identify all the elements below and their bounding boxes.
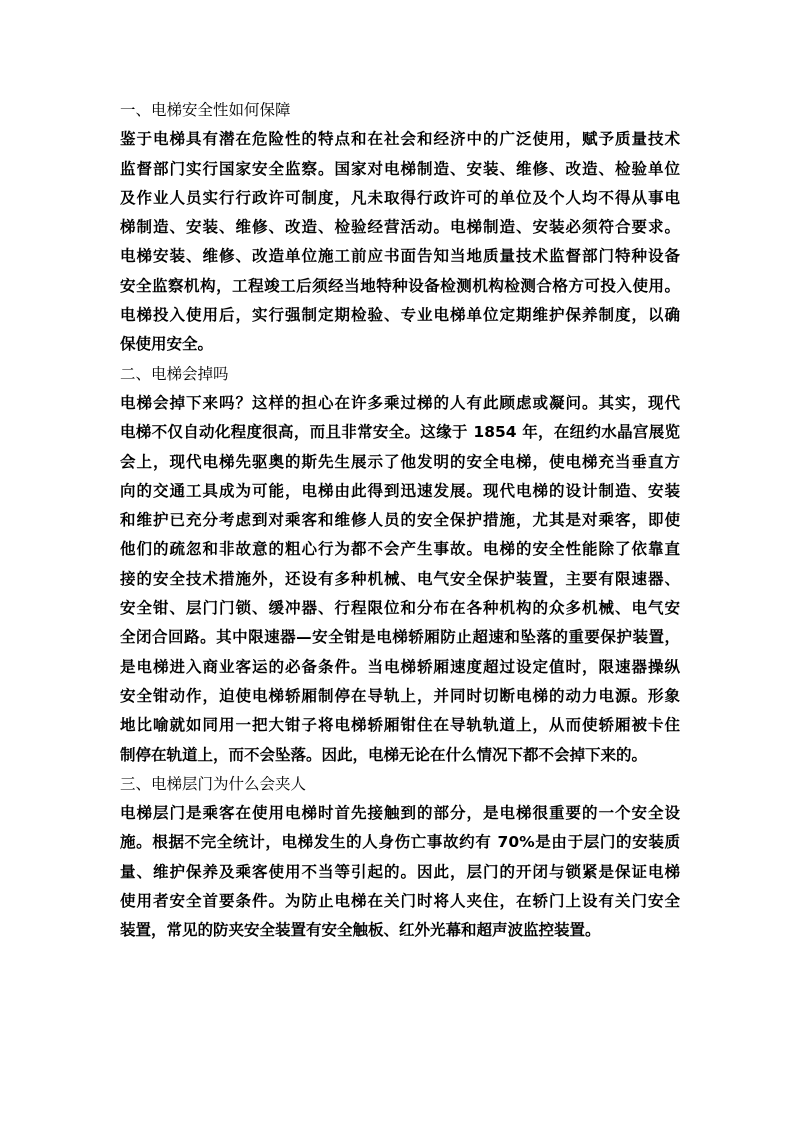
paragraph-line: 会上，现代电梯先驱奥的斯先生展示了他发明的安全电梯，使电梯充当垂直方 [120, 452, 680, 471]
paragraph-line: 接的安全技术措施外，还设有多种机械、电气安全保护装置，主要有限速器、 [120, 569, 680, 588]
paragraph-line: 保使用安全。 [120, 335, 214, 354]
paragraph-line: 鉴于电梯具有潜在危险性的特点和在社会和经济中的广泛使用，赋予质量技术 [120, 130, 680, 149]
paragraph-line: 施。根据不完全统计，电梯发生的人身伤亡事故约有 70%是由于层门的安装质 [120, 833, 680, 852]
paragraph-line: 电梯安装、维修、改造单位施工前应书面告知当地质量技术监督部门特种设备 [120, 247, 680, 266]
paragraph-line: 是电梯进入商业客运的必备条件。当电梯轿厢速度超过设定值时，限速器操纵 [120, 657, 680, 676]
paragraph-line: 安全钳动作，迫使电梯轿厢制停在导轨上，并同时切断电梯的动力电源。形象 [120, 686, 680, 705]
document-body [120, 96, 680, 946]
paragraph-line: 安全钳、层门门锁、缓冲器、行程限位和分布在各种机构的众多机械、电气安 [120, 599, 680, 618]
paragraph-line: 梯制造、安装、维修、改造、检验经营活动。电梯制造、安装必须符合要求。 [120, 218, 680, 237]
paragraph-line: 使用者安全首要条件。为防止电梯在关门时将人夹住，在轿门上设有关门安全 [120, 892, 680, 911]
paragraph-line: 电梯层门是乘客在使用电梯时首先接触到的部分，是电梯很重要的一个安全设 [120, 804, 680, 823]
paragraph-line: 制停在轨道上，而不会坠落。因此，电梯无论在什么情况下都不会掉下来的。 [120, 745, 648, 764]
paragraph-line: 电梯不仅自动化程度很高，而且非常安全。这缘于 1854 年，在纽约水晶宫展览 [120, 423, 680, 442]
paragraph-line: 电梯投入使用后，实行强制定期检验、专业电梯单位定期维护保养制度，以确 [120, 306, 680, 325]
section-heading: 一、电梯安全性如何保障 [120, 101, 291, 119]
paragraph-line: 地比喻就如同用一把大钳子将电梯轿厢钳住在导轨轨道上，从而使轿厢被卡住 [120, 716, 680, 735]
paragraph-line: 电梯会掉下来吗？这样的担心在许多乘过梯的人有此顾虑或凝问。其实，现代 [120, 393, 680, 412]
paragraph-line: 监督部门实行国家安全监察。国家对电梯制造、安装、维修、改造、检验单位 [120, 159, 680, 178]
paragraph-line: 量、维护保养及乘客使用不当等引起的。因此，层门的开闭与锁紧是保证电梯 [120, 862, 680, 881]
paragraph-line: 和维护已充分考虑到对乘客和维修人员的安全保护措施，尤其是对乘客，即使 [120, 511, 680, 530]
paragraph-line: 及作业人员实行行政许可制度，凡未取得行政许可的单位及个人均不得从事电 [120, 188, 680, 207]
paragraph-line: 安全监察机构，工程竣工后须经当地特种设备检测机构检测合格方可投入使用。 [120, 276, 680, 295]
paragraph-line: 全闭合回路。其中限速器—安全钳是电梯轿厢防止超速和坠落的重要保护装置， [120, 628, 680, 647]
section-heading: 三、电梯层门为什么会夹人 [120, 774, 307, 793]
paragraph-line: 他们的疏忽和非故意的粗心行为都不会产生事故。电梯的安全性能除了依靠直 [120, 540, 680, 559]
paragraph-line: 装置，常见的防夹安全装置有安全触板、红外光幕和超声波监控装置。 [120, 921, 601, 940]
paragraph-line: 向的交通工具成为可能，电梯由此得到迅速发展。现代电梯的设计制造、安装 [120, 481, 680, 500]
section-heading: 二、电梯会掉吗 [120, 364, 229, 383]
